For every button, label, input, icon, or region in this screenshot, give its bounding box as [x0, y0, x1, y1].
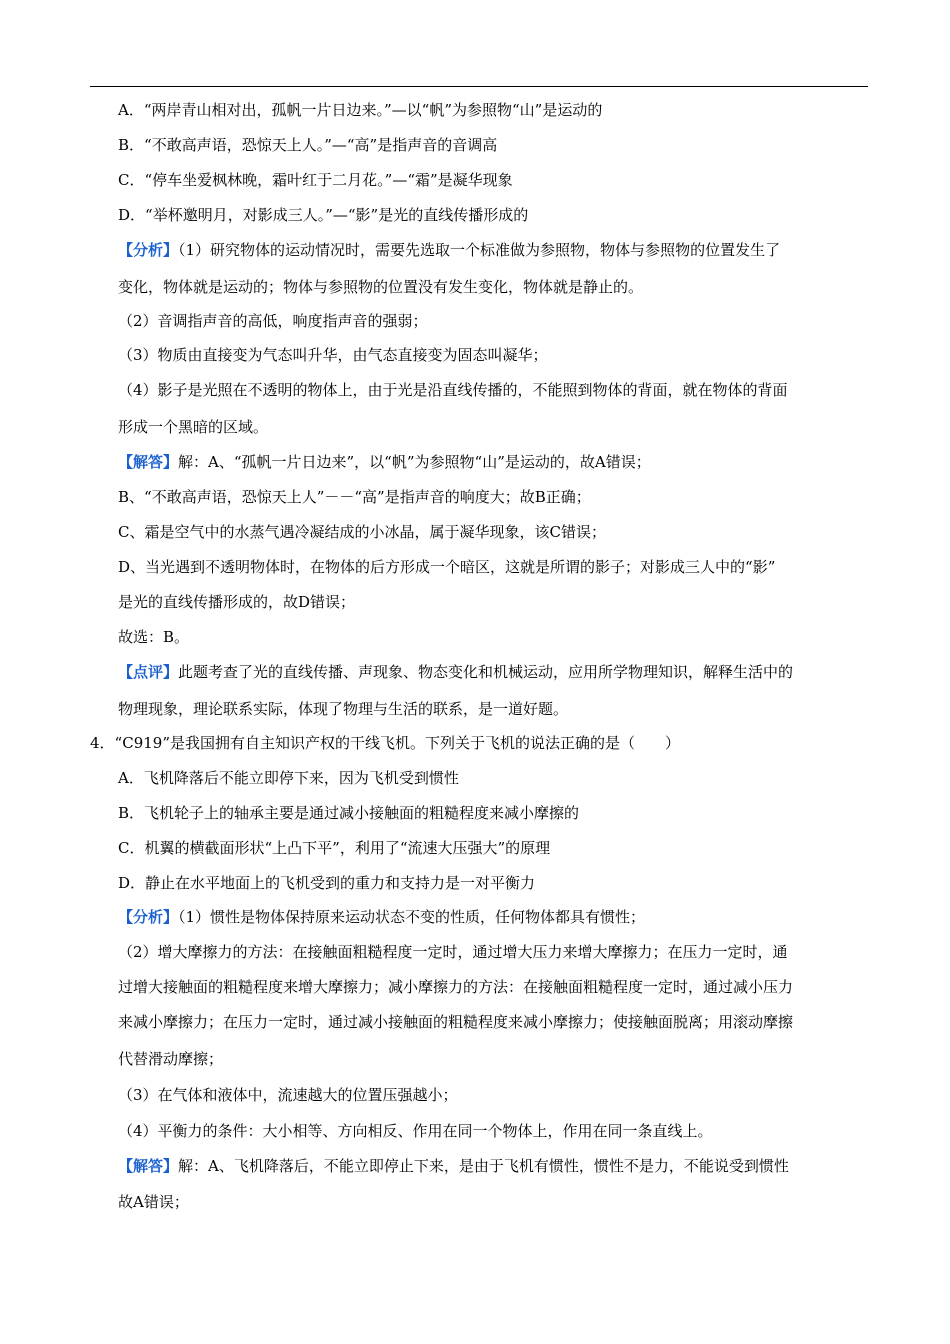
- q3-option-a: A．“两岸青山相对出，孤帆一片日边来。”—以“帆”为参照物“山”是运动的: [118, 101, 603, 119]
- q3-comment-line-1: [118, 662, 793, 682]
- q4-option-c: C．机翼的横截面形状“上凸下平”，利用了“流速大压强大”的原理: [118, 839, 551, 857]
- q3-answer-line-5: 是光的直线传播形成的，故D错误；: [118, 593, 356, 611]
- q3-analysis-line-4: （3）物质由直接变为气态叫升华，由气态直接变为固态叫凝华；: [118, 346, 548, 364]
- q3-analysis-line-5: （4）影子是光照在不透明的物体上，由于光是沿直线传播的，不能照到物体的背面，就在物体的背面: [118, 381, 788, 399]
- q3-answer-text-1: 解：A、“孤帆一片日边来”，以“帆”为参照物“山”是运动的，故A错误；: [178, 453, 651, 471]
- q4-analysis-text-1: （1）惯性是物体保持原来运动状态不变的性质，任何物体都具有惯性；: [178, 908, 646, 926]
- q3-analysis-tag: 【分析】: [118, 241, 179, 259]
- q4-answer-text-1: 解：A、飞机降落后，不能立即停止下来，是由于飞机有惯性，惯性不是力，不能说受到惯性: [178, 1157, 789, 1175]
- q3-analysis-line-2: 变化，物体就是运动的；物体与参照物的位置没有发生变化，物体就是静止的。: [118, 278, 644, 296]
- q3-analysis-text-1: （1）研究物体的运动情况时，需要先选取一个标准做为参照物，物体与参照物的位置发生了: [178, 241, 781, 259]
- q3-option-b: B．“不敢高声语，恐惊天上人。”—“高”是指声音的音调高: [118, 136, 498, 154]
- q3-analysis-line-3: （2）音调指声音的高低，响度指声音的强弱；: [118, 312, 428, 330]
- q3-answer-line-6: 故选：B。: [118, 628, 190, 646]
- q4-analysis-line-3: 过增大接触面的粗糙程度来增大摩擦力；减小摩擦力的方法：在接触面粗糙程度一定时，通过减小压力: [118, 978, 794, 996]
- q3-comment-line-2: 物理现象，理论联系实际，体现了物理与生活的联系，是一道好题。: [118, 700, 569, 718]
- q3-analysis-line-6: 形成一个黑暗的区域。: [118, 418, 269, 436]
- q4-option-b: B．飞机轮子上的轴承主要是通过减小接触面的粗糙程度来减小摩擦的: [118, 804, 580, 822]
- header-rule: [90, 86, 868, 87]
- q4-analysis-line-5: 代替滑动摩擦；: [118, 1050, 224, 1068]
- q4-analysis-line-6: （3）在气体和液体中，流速越大的位置压强越小；: [118, 1086, 458, 1104]
- q3-answer-line-2: B、“不敢高声语，恐惊天上人”－－“高”是指声音的响度大；故B正确；: [118, 488, 591, 506]
- q3-option-d: D．“举杯邀明月，对影成三人。”—“影”是光的直线传播形成的: [118, 206, 529, 224]
- q3-option-c: C．“停车坐爱枫林晚，霜叶红于二月花。”—“霜”是凝华现象: [118, 171, 513, 189]
- q4-answer-line-1: [118, 1156, 789, 1176]
- q4-analysis-line-2: （2）增大摩擦力的方法：在接触面粗糙程度一定时，通过增大压力来增大摩擦力；在压力一定时，通: [118, 943, 788, 961]
- q4-stem: 4．“C919”是我国拥有自主知识产权的干线飞机。下列关于飞机的说法正确的是（ ）: [90, 734, 680, 752]
- q4-analysis-line-7: （4）平衡力的条件：大小相等、方向相反、作用在同一个物体上，作用在同一条直线上。: [118, 1122, 713, 1140]
- q4-option-d: D．静止在水平地面上的飞机受到的重力和支持力是一对平衡力: [118, 874, 536, 892]
- q4-analysis-line-4: 来减小摩擦力；在压力一定时，通过减小接触面的粗糙程度来减小摩擦力；使接触面脱离；用滚动摩擦: [118, 1013, 794, 1031]
- q4-analysis-tag: 【分析】: [118, 908, 179, 926]
- q3-answer-line-1: [118, 452, 651, 472]
- q4-option-a: A．飞机降落后不能立即停下来，因为飞机受到惯性: [118, 769, 459, 787]
- q4-answer-tag: 【解答】: [118, 1157, 179, 1175]
- q3-answer-tag: 【解答】: [118, 453, 179, 471]
- q3-answer-line-4: D、当光遇到不透明物体时，在物体的后方形成一个暗区，这就是所谓的影子；对影成三人中的“影”: [118, 558, 776, 576]
- q3-answer-line-3: C、霜是空气中的水蒸气遇冷凝结成的小冰晶，属于凝华现象，该C错误；: [118, 523, 606, 541]
- q4-answer-line-2: 故A错误；: [118, 1193, 189, 1211]
- q3-analysis-line-1: [118, 240, 780, 260]
- q4-analysis-line-1: [118, 907, 645, 927]
- q3-comment-tag: 【点评】: [118, 663, 179, 681]
- q3-comment-text-1: 此题考查了光的直线传播、声现象、物态变化和机械运动，应用所学物理知识，解释生活中的: [178, 663, 794, 681]
